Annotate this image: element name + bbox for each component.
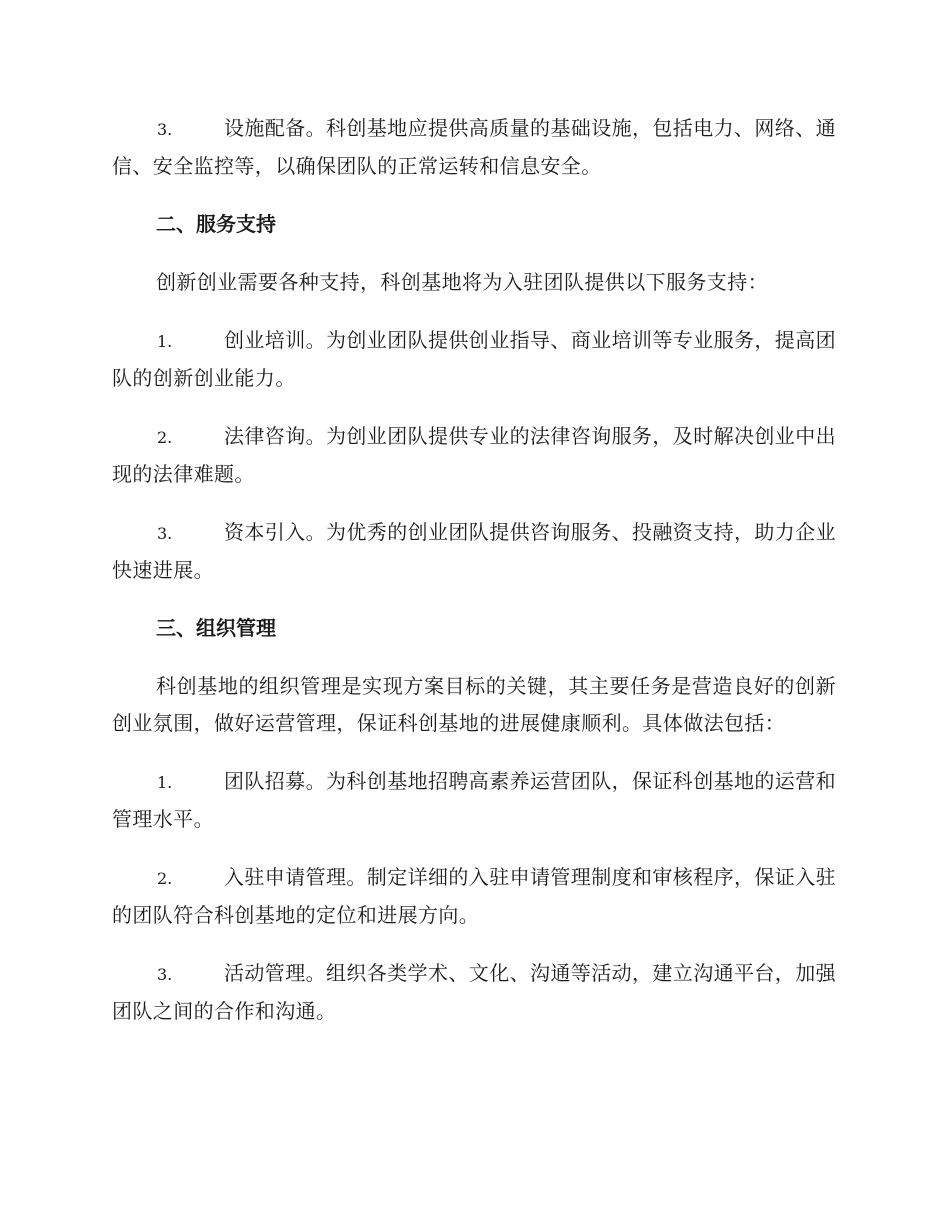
list-item-recruitment <box>112 763 836 838</box>
list-text: 法律咨询。为创业团队提供专业的法律咨询服务，及时解决创业中出现的法律难题。 <box>112 424 836 486</box>
list-number: 3. <box>157 120 173 139</box>
paragraph-service-intro: 创新创业需要各种支持，科创基地将为入驻团队提供以下服务支持： <box>156 270 768 294</box>
list-text: 活动管理。组织各类学术、文化、沟通等活动，建立沟通平台，加强团队之间的合作和沟通。 <box>112 961 836 1023</box>
list-number: 1. <box>157 773 173 792</box>
section-heading-service-support: 二、服务支持 <box>156 212 276 236</box>
list-text: 资本引入。为优秀的创业团队提供咨询服务、投融资支持，助力企业快速进展。 <box>112 520 836 582</box>
list-number: 2. <box>157 428 173 447</box>
list-text: 团队招募。为科创基地招聘高素养运营团队，保证科创基地的运营和管理水平。 <box>112 769 836 831</box>
list-text: 入驻申请管理。制定详细的入驻申请管理制度和审核程序，保证入驻的团队符合科创基地的定位和进展方向。 <box>112 865 836 927</box>
list-number: 1. <box>157 332 173 351</box>
list-number: 3. <box>157 524 173 543</box>
list-number: 2. <box>157 869 173 888</box>
list-item-activity-management <box>112 955 836 1030</box>
list-item-application-management <box>112 859 836 934</box>
paragraph-organization-intro: 科创基地的组织管理是实现方案目标的关键，其主要任务是营造良好的创新创业氛围，做好运营管理，保证科创基地的进展健康顺利。具体做法包括： <box>112 674 836 735</box>
document-body <box>112 110 836 1051</box>
list-item-capital <box>112 514 836 589</box>
list-item-facilities <box>112 110 836 185</box>
list-number: 3. <box>157 965 173 984</box>
list-text: 设施配备。科创基地应提供高质量的基础设施，包括电力、网络、通信、安全监控等，以确保团队的正常运转和信息安全。 <box>112 116 836 178</box>
list-item-training <box>112 322 836 397</box>
section-heading-organization: 三、组织管理 <box>156 616 276 640</box>
list-item-legal <box>112 418 836 493</box>
list-text: 创业培训。为创业团队提供创业指导、商业培训等专业服务，提高团队的创新创业能力。 <box>112 328 836 390</box>
